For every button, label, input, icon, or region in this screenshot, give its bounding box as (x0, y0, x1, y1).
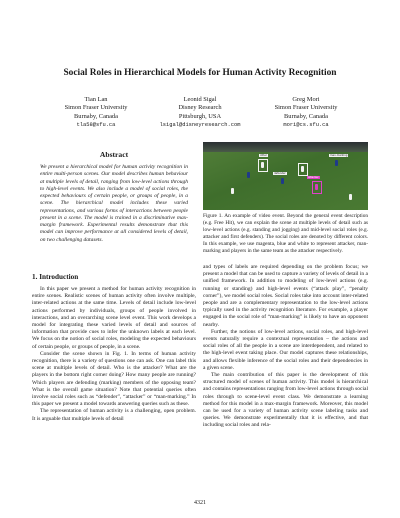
page-number: 4321 (194, 500, 206, 506)
figure-label: attacker (308, 176, 319, 179)
author-email: tla58@sfu.ca (76, 122, 116, 129)
figure-label: other (260, 154, 267, 157)
author-location: Pittsburgh, USA (178, 112, 222, 120)
author-block (246, 96, 366, 130)
paper-title: Social Roles in Hierarchical Models for Human Activity Recognition (63, 68, 337, 78)
figure-caption: Figure 1. An example of video event. Beyond the general event description (e.g. Free Hit), we can explain the scene at multiple levels of detail such as low-level actions (e.g. standing and jogging) and mid-level social roles (e.g. attacker and first defenders). The social roles are denoted by different colors. In this example, we use magenta, blue and white to represent attacker, man-marking and players in the same team as the attacker respectively. (203, 213, 368, 254)
detection-box (258, 159, 268, 172)
figure-label: man-marking (330, 154, 348, 157)
abstract-text: We present a hierarchical model for human activity recognition in entire multi-person scenes. Our model describes human behaviour at multiple levels of detail, ranging from low-level actions through to high-level events. We also include a model of social roles, the expected behaviours of certain people, or groups of people, in a scene. The hierarchical model includes these varied representations, and various forms of interactions between people present in a scene. The model is trained in a discriminative max-margin framework. Experimental results demonstrate that this model can improve performance at all considered levels of detail, on two challenging datasets. (40, 164, 188, 243)
author-affiliation: Simon Fraser University (64, 104, 128, 112)
author-location: Burnaby, Canada (284, 112, 328, 120)
author-affiliation: Simon Fraser University (274, 104, 338, 112)
author-name: Tian Lan (84, 96, 108, 103)
paragraph: The main contribution of this paper is the development of this structured model of scenes of human activity. This model is hierarchical and contains representations ranging from low-level actions through social roles through to scene-level event class. We demonstrate a learning method for this model in a max-margin framework. Moreover, this model can be used for a variety of human activity scene labeling tasks and queries. We demonstrate experimentally that it is effective, and that including social roles and rela- (203, 372, 368, 429)
stadium-stand (203, 142, 368, 152)
abstract-heading: Abstract (99, 150, 129, 159)
paragraph: In this paper we present a method for human activity recognition in entire scenes. Realistic scenes of human activity often involve multiple, inter-related actions at the same time. Levels of detail include low-level actions performed by individuals, groups of people involved in interactions, and an overarching scene level event. This work develops a model for integrating these varied levels of detail and sources of information that provide cues to infer the unknown labels at each level. We focus on the notion of social roles, modeling the expected behaviours of certain people, or groups of people, in a scene. (32, 286, 196, 350)
field-background (203, 142, 368, 210)
player (247, 172, 250, 178)
author-email: mori@cs.sfu.ca (283, 122, 329, 129)
paragraph: Consider the scene shown in Fig. 1. In terms of human activity recognition, there is a variety of questions one can ask. One can label this scene at multiple levels of detail. Who is the attacker? What are the players in the bottom right corner doing? How many people are running? Which players are defending (marking) members of the opposing team? What is the overall game situation? Note that potential queries often involve social roles such as “defender”, “attacker” or “man-marking.” In this paper we present a model towards answering queries such as these. (32, 350, 196, 408)
player (335, 160, 338, 166)
author-affiliation: Disney Research (178, 104, 222, 112)
author-block (36, 96, 156, 130)
author-name: Greg Mori (292, 96, 320, 103)
paragraph: The representation of human activity is a challenging, open problem. It is arguable that multiple levels of detail (32, 408, 196, 422)
section-heading: 1. Introduction (32, 273, 79, 281)
paragraph: and types of labels are required depending on the problem focus; we present a model that can be used to capture a variety of levels of detail in a unified framework. In addition to modeling of low-level actions (e.g. running or standing) and high-level events (“attack play”, “penalty corner”), we model social roles. Social roles take into account inter-related people and are a complementary representation to the low-level actions typically used in the activity recognition literature. For example, a player engaged in the social role of “man-marking” is likely to have an opponent nearby. (203, 264, 368, 328)
player (349, 194, 352, 200)
author-location: Burnaby, Canada (74, 112, 118, 120)
detection-box (312, 181, 322, 194)
left-column-body (32, 286, 196, 423)
figure-label: defender (274, 172, 286, 175)
player (281, 178, 284, 184)
author-email: lsigal@disneyresearch.com (159, 122, 241, 129)
author-block (140, 96, 260, 130)
paragraph: Further, the notions of low-level actions, social roles, and high-level events naturally require a contextual representation – the actions and social roles of all the people in a scene are interdependent, and related to the high-level event taking place. Our model captures these relationships, and allows flexible inference of the social roles and their dependencies in a given scene. (203, 328, 368, 371)
author-name: Leonid Sigal (183, 96, 217, 103)
player (231, 188, 234, 194)
right-column-body (203, 264, 368, 430)
figure-1-image (203, 142, 368, 210)
detection-box (298, 163, 308, 176)
